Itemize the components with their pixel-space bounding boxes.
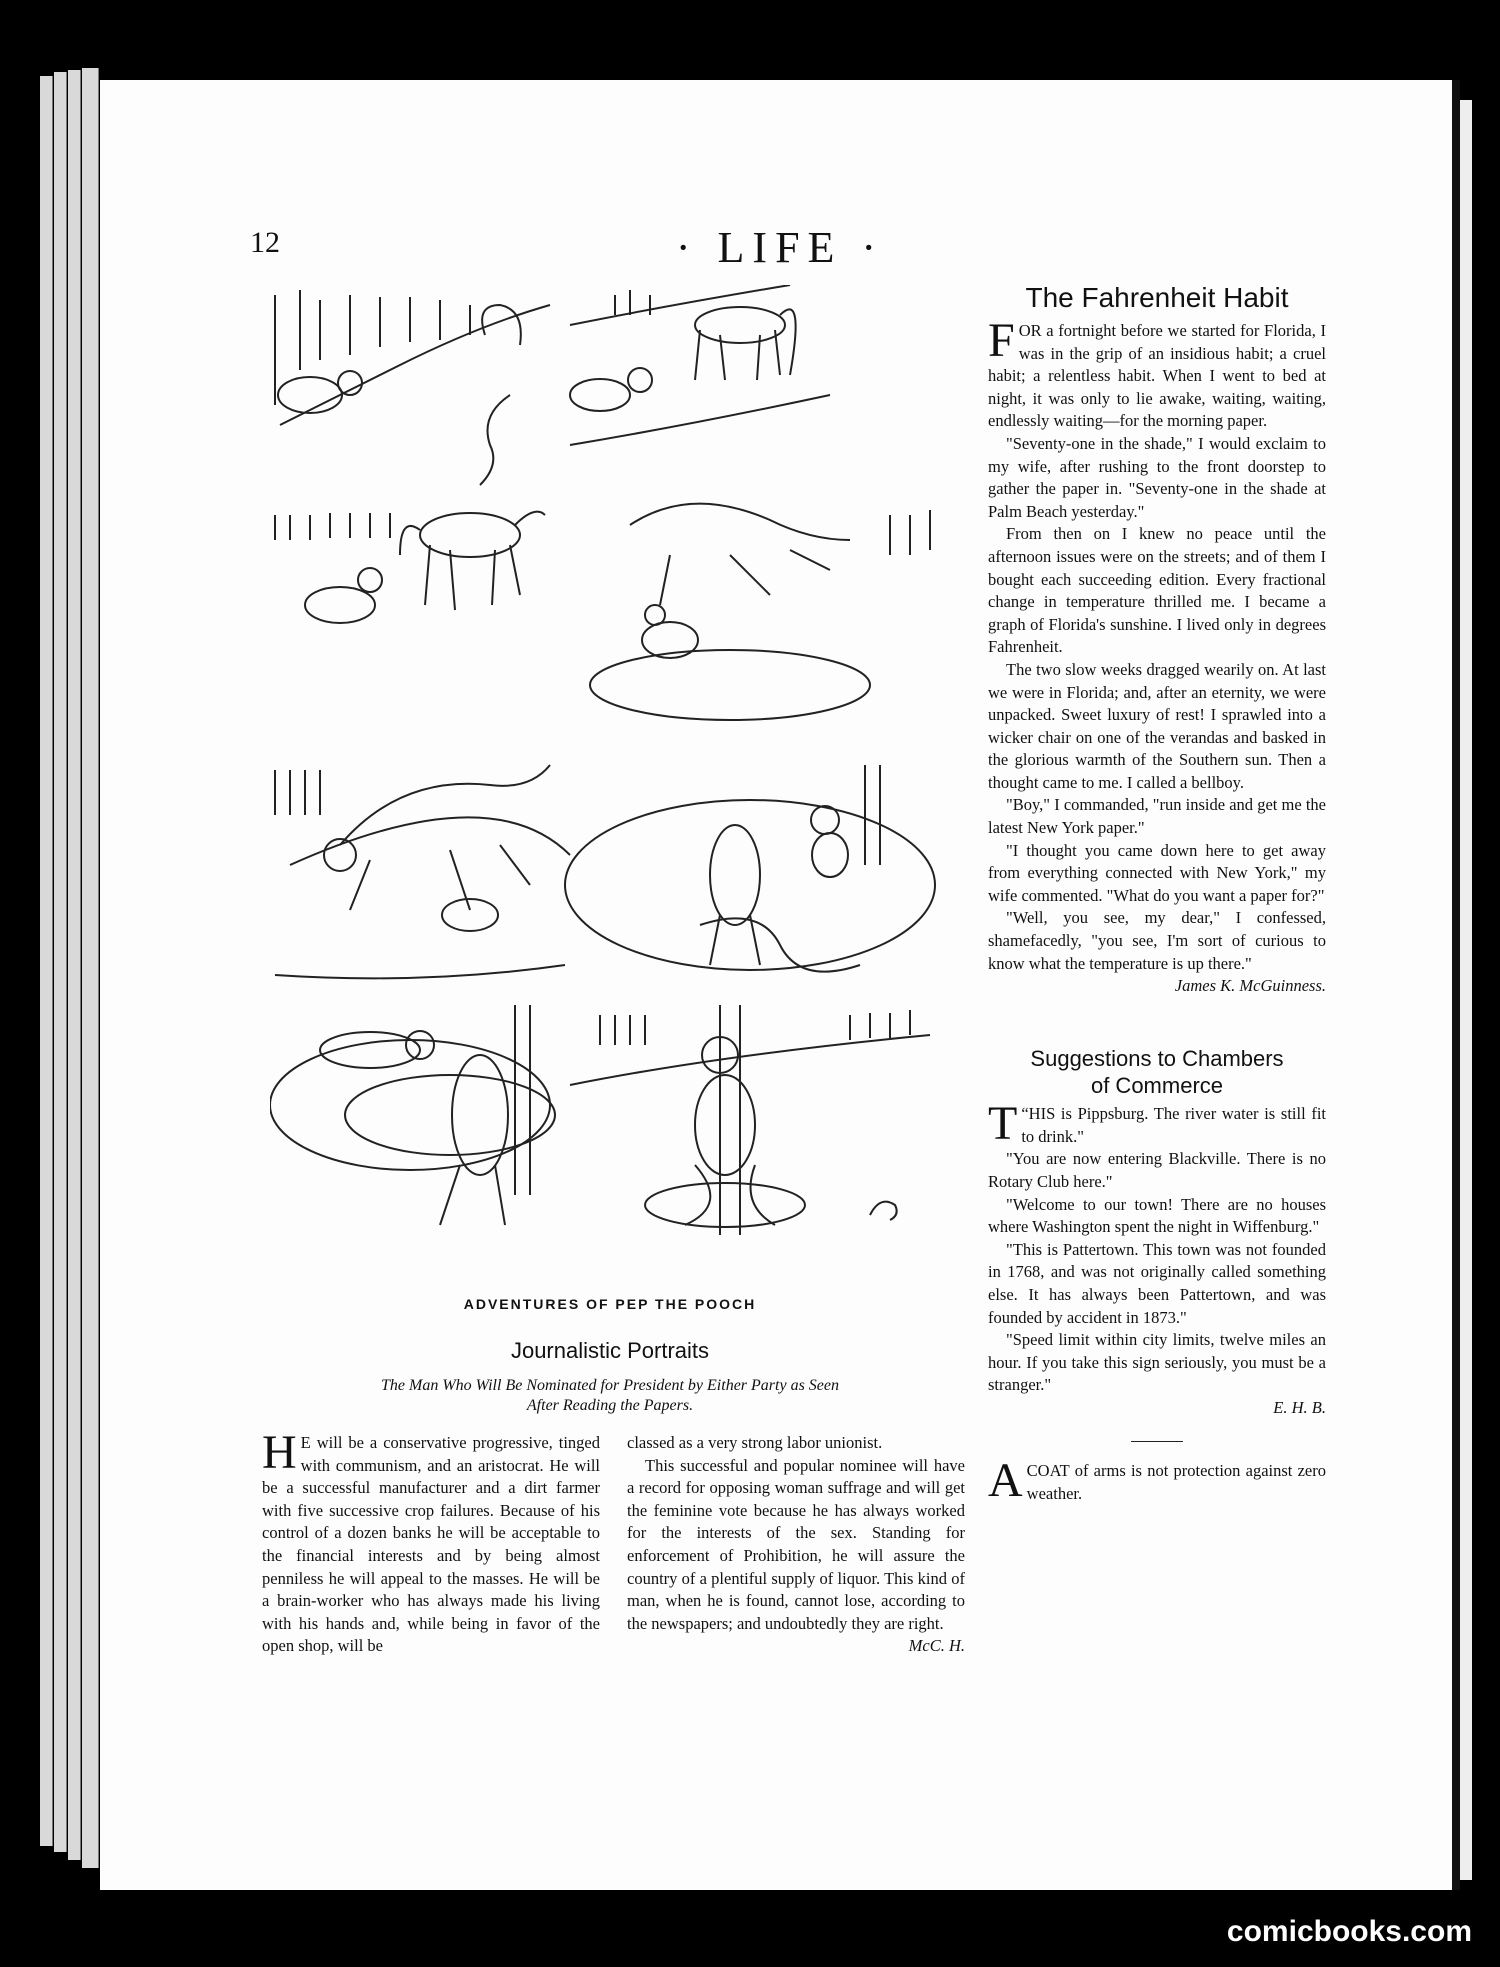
dropcap: T <box>988 1097 1018 1151</box>
comic-panels <box>270 285 950 1275</box>
fahrenheit-paragraph-4: The two slow weeks dragged wearily on. At last we were in Florida; and, after an eternity, we were unpacked. Sweet luxury of rest! I sprawled into a wicker chair on one of the verandas and basked in the glorious warmth of the Southern sun. Then a thought came to me. I called a bellboy. <box>988 659 1326 792</box>
portraits-column-1: H E will be a conservative progressive, tinged with communism, and an aristocrat. He will be a successful manufacturer and a dirt farmer with five successive crop failures. Because of his control of a dozen banks he will be acceptable to the financial interests and by being almost penniless he will appeal to the masses. He will be a brain-worker who has always made his living with his hands and, while being in favor of the open shop, will be <box>262 1426 600 1656</box>
coat-of-arms-item: ACOAT of arms is not protection against zero weather. <box>988 1453 1326 1507</box>
fahrenheit-paragraph-3: From then on I knew no peace until the afternoon issues were on the streets; and of them I bought each succeeding edition. Every fractional change in temperature thrilled me. I became a graph of Florida's sunshine. I lived only in degrees Fahrenheit. <box>988 524 1326 657</box>
chambers-paragraph-4: "This is Pattertown. This town was not founded in 1768, and was not originally called something else. It has always been Pattertown, and was founded by accident in 1873." <box>988 1239 1326 1327</box>
fahrenheit-paragraph-6: "I thought you came down here to get away from everything connected with New York," my wife commented. "What do you want a paper for?" <box>988 840 1326 905</box>
comic-panel-1 <box>275 290 550 485</box>
fahrenheit-paragraph-5: "Boy," I commanded, "run inside and get me the latest New York paper." <box>988 795 1326 838</box>
comic-panel-3 <box>275 512 545 623</box>
divider <box>1131 1441 1183 1442</box>
page-number: 12 <box>250 226 280 259</box>
portraits-column-2: classed as a very strong labor unionist. This successful and popular nominee will have a record for opposing woman suffrage and will get the feminine vote because he has always worked for the interests of the sex. Standing for enforcement of Prohibition, he will assure the country of a plentiful supply of liquor. This kind of man, when he is found, cannot lose, according to the newspapers; and undoubtedly they are right. McC. H. <box>627 1433 965 1656</box>
gutter <box>1452 80 1460 1890</box>
portraits-title: Journalistic Portraits <box>510 1338 710 1363</box>
comic-caption: ADVENTURES OF PEP THE POOCH <box>463 1296 757 1312</box>
chambers-paragraph-5: "Speed limit within city limits, twelve miles an hour. If you take this sign seriously, you must be a stranger." <box>988 1330 1326 1395</box>
dropcap: H <box>262 1426 297 1479</box>
right-column <box>988 282 1326 1505</box>
portraits-signature: McC. H. <box>908 1636 965 1656</box>
comic-panel-2 <box>570 285 830 445</box>
dropcap: F <box>988 314 1015 367</box>
fahrenheit-paragraph-2: "Seventy-one in the shade," I would exclaim to my wife, after rushing to the front doorstep to gather the paper in. "Seventy-one in the shade at Palm Beach yesterday." <box>988 433 1326 521</box>
chambers-title: Suggestions to Chambers of Commerce <box>1030 1046 1284 1099</box>
portraits-subtitle: The Man Who Will Be Nominated for President by Either Party as Seen After Reading the Papers. <box>381 1377 839 1414</box>
chambers-paragraph-3: "Welcome to our town! There are no houses where Washington spent the night in Wiffenburg." <box>988 1194 1326 1237</box>
comic-panel-4 <box>590 504 930 720</box>
chambers-signature: E. H. B. <box>1273 1397 1326 1417</box>
page-edge <box>82 68 99 1868</box>
masthead: · LIFE · <box>675 223 885 272</box>
fahrenheit-paragraph-7: "Well, you see, my dear," I confessed, shamefacedly, "you see, I'm sort of curious to know what the temperature is up there." <box>988 908 1326 973</box>
comic-panel-8 <box>570 1005 930 1235</box>
watermark: comicbooks.com <box>1226 1915 1472 1948</box>
fahrenheit-paragraph-1: FOR a fortnight before we started for Florida, I was in the grip of an insidious habit; a cruel habit; a relentless habit. When I went to bed at night, it was only to lie awake, waiting, waiting, endlessly waiting—for the morning paper. <box>988 314 1326 431</box>
comic-illustration <box>270 285 950 1275</box>
chambers-paragraph-1: “ T HIS is Pippsburg. The river water is still fit to drink." <box>988 1097 1326 1151</box>
next-page-edge <box>1460 100 1472 1880</box>
dropcap: A <box>988 1453 1023 1507</box>
comic-panel-7 <box>270 1005 555 1225</box>
comic-panel-6 <box>565 765 935 972</box>
page-edge <box>40 76 53 1846</box>
page-edge <box>68 70 81 1860</box>
fahrenheit-signature: James K. McGuinness. <box>1174 976 1326 996</box>
chambers-paragraph-2: "You are now entering Blackville. There is no Rotary Club here." <box>988 1149 1326 1191</box>
page-edge <box>54 72 67 1852</box>
comic-panel-5 <box>275 765 570 978</box>
fahrenheit-title: The Fahrenheit Habit <box>1025 282 1289 313</box>
